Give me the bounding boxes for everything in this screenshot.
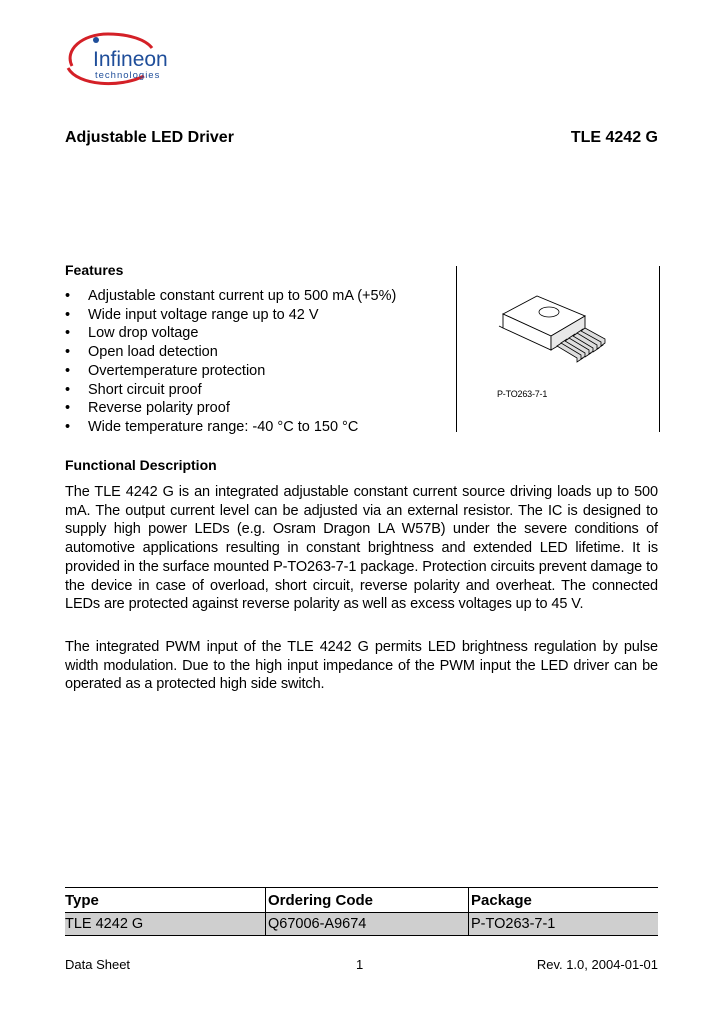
table-cell: Q67006-A9674 [266, 913, 469, 936]
bullet-icon: • [65, 362, 71, 379]
document-title: Adjustable LED Driver [65, 129, 234, 146]
footer-doc-type: Data Sheet [65, 957, 131, 972]
functional-description-heading: Functional Description [65, 457, 217, 473]
footer-page-number: 1 [356, 957, 364, 972]
feature-item: • Reverse polarity proof [65, 400, 230, 417]
bullet-icon: • [65, 344, 71, 361]
part-number: TLE 4242 G [570, 129, 658, 146]
table-cell: TLE 4242 G [65, 913, 266, 936]
bullet-icon: • [65, 288, 71, 304]
feature-item: • Short circuit proof [65, 381, 202, 398]
infineon-logo [60, 28, 180, 90]
column-header: Package [469, 888, 659, 913]
bullet-icon: • [65, 418, 71, 435]
bullet-icon: • [65, 325, 71, 342]
svg-text:Infineon: Infineon [93, 48, 168, 71]
description-paragraph: The TLE 4242 G is an integrated adjustable constant current source driving loads up to 500 mA. The output current level can be adjusted via an external resistor. The IC is designed to supply high power LEDs (e.g. Osram Dragon LA W57B) under the severe conditions of automotive applications resulting in constant brightness and extended LED lifetime. It is provided in the surface mounted P-TO263-7-1 package. Protection circuits prevent damage to the device in case of overload, short circuit, reverse polarity and overheat. The connected LEDs are protected against reverse polarity as well as excess voltages up to 45 V. [65, 484, 658, 613]
feature-item: • Adjustable constant current up to 500 mA (+5%) [65, 288, 397, 304]
feature-item: • Low drop voltage [65, 325, 199, 342]
feature-item: • Wide temperature range: -40 °C to 150 °C [65, 418, 359, 435]
package-figure-box [456, 266, 660, 432]
table-cell: P-TO263-7-1 [469, 913, 659, 936]
features-list [65, 287, 396, 437]
bullet-icon: • [65, 381, 71, 398]
table-row [65, 913, 658, 936]
footer-revision: Rev. 1.0, 2004-01-01 [536, 957, 658, 972]
feature-item: • Open load detection [65, 344, 218, 361]
features-heading: Features [65, 262, 124, 278]
feature-item: • Wide input voltage range up to 42 V [65, 306, 319, 323]
svg-text:technologies: technologies [95, 70, 161, 81]
package-label: P-TO263-7-1 [497, 389, 548, 399]
column-header: Type [65, 888, 266, 913]
column-header: Ordering Code [266, 888, 469, 913]
ic-package-icon [493, 292, 613, 392]
bullet-icon: • [65, 306, 71, 323]
bullet-icon: • [65, 400, 71, 417]
feature-item: • Overtemperature protection [65, 362, 266, 379]
description-paragraph: The integrated PWM input of the TLE 4242 G permits LED brightness regulation by pulse width modulation. Due to the high input impedance of the PWM input the LED driver can be operated as a protected high side switch. [65, 639, 658, 693]
table-header-row [65, 888, 658, 913]
ordering-table [65, 887, 658, 936]
